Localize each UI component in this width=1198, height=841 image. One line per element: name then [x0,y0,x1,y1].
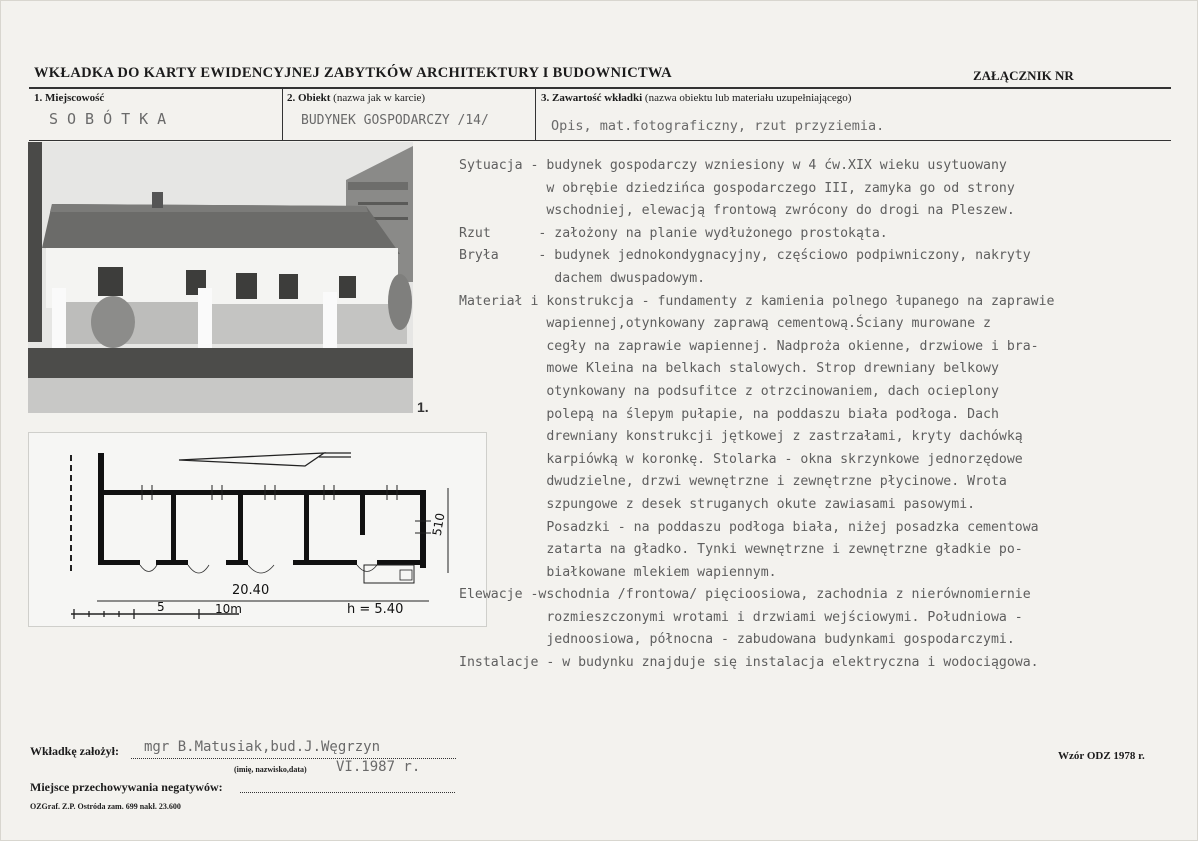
description-line: polepą na ślepym pułapie, na poddaszu biała podłoga. Dach [459,406,999,422]
description-line: dwudzielne, drzwi wewnętrzne i zewnętrzne płycinowe. Wrota [459,474,1007,490]
description-line: dachem dwuspadowym. [459,270,706,286]
header-rule [29,87,1171,89]
description-line: Sytuacja - budynek gospodarczy wzniesiony w 4 ćw.XIX wieku usytuowany [459,158,1007,173]
plan-length-label: 20.40 [232,583,270,598]
annex-label: ZAŁĄCZNIK NR [973,68,1074,83]
fields-rule [29,140,1171,141]
document-title: WKŁADKA DO KARTY EWIDENCYJNEJ ZABYTKÓW ARCHITEKTURY I BUDOWNICTWA [34,65,672,81]
description-line: cegły na zaprawie wapiennej. Nadproża okienne, drzwiowe i bra- [459,338,1039,354]
description-line: białkowane mlekiem wapiennym. [459,564,777,580]
description-line: rozmieszczonymi wrotami i drzwiami wejściowymi. Południowa - [459,609,1023,625]
height-label: h = 5.40 [347,602,404,617]
description [459,155,1198,675]
scale-label-10: 10m [215,602,242,616]
description-line: otynkowany na podsufitce z otrzcinowaniem, dach ocieplony [459,383,999,399]
description-line: Materiał i konstrukcja - fundamenty z kamienia polnego łupanego na zaprawie [459,293,1055,309]
author-note: (imię, nazwisko,data) [234,765,307,774]
description-line: karpiówką w koronkę. Stolarka - okna skrzynkowe jednorzędowe [459,451,1023,467]
building-photo [28,142,413,413]
date-value: VI.1987 r. [336,759,421,775]
photo-number: 1. [417,399,429,415]
description-line: wschodniej, elewacją frontową zwrócony do drogi na Pleszew. [459,203,1015,219]
object-label: 2. Obiekt (nazwa jak w karcie) [287,92,426,104]
description-line: zatarta na gładko. Tynki wewnętrzne i zewnętrzne gładkie po- [459,542,1023,558]
scale-label-5: 5 [157,600,165,614]
description-line: Posadzki - na poddaszu podłoga biała, niżej posadzka cementowa [459,519,1039,535]
description-line: wapiennej,otynkowany zaprawą cementową.Ściany murowane z [459,316,991,332]
contents-value: Opis, mat.fotograficzny, rzut przyziemia. [551,118,885,134]
model-label: Wzór ODZ 1978 r. [1058,750,1145,762]
plan-width-label: 510 [429,511,448,537]
description-line: Elewacje -wschodnia /frontowa/ pięcioosiowa, zachodnia z nierównomiernie [459,587,1031,603]
negatives-label: Miejsce przechowywania negatywów: [30,780,223,794]
author-value: mgr B.Matusiak,bud.J.Węgrzyn [144,739,381,755]
place-label: 1. Miejscowość [34,92,105,104]
printer-imprint: OZGraf. Z.P. Ostróda zam. 699 nakł. 23.600 [30,802,181,811]
floor-plan [28,432,487,627]
description-line: drewniany konstrukcji jętkowej z zastrzałami, kryty dachówką [459,429,1023,445]
author-label: Wkładkę założył: [30,744,119,758]
description-line: jednoosiowa, północna - zabudowana budynkami gospodarczymi. [459,632,1015,648]
description-line: mowe Kleina na belkach stalowych. Strop drewniany belkowy [459,361,999,377]
contents-label: 3. Zawartość wkładki (nazwa obiektu lub materiału uzupełniającego) [541,92,852,104]
description-line: Instalacje - w budynku znajduje się instalacja elektryczna i wodociągowa. [459,655,1039,671]
description-line: Bryła - budynek jednokondygnacyjny, częściowo podpiwniczony, nakryty [459,248,1031,264]
field-divider-2 [535,89,536,140]
description-line: szpungowe z desek struganych okute zawiasami pasowymi. [459,496,976,512]
description-line: Rzut - założony na planie wydłużonego prostokąta. [459,225,888,241]
place-value: SOBÓTKA [49,110,176,128]
field-divider-1 [282,89,283,140]
description-line: w obrębie dziedzińca gospodarczego III, zamyka go od strony [459,180,1015,196]
negatives-line [240,792,455,793]
object-value: BUDYNEK GOSPODARCZY /14/ [301,113,489,128]
